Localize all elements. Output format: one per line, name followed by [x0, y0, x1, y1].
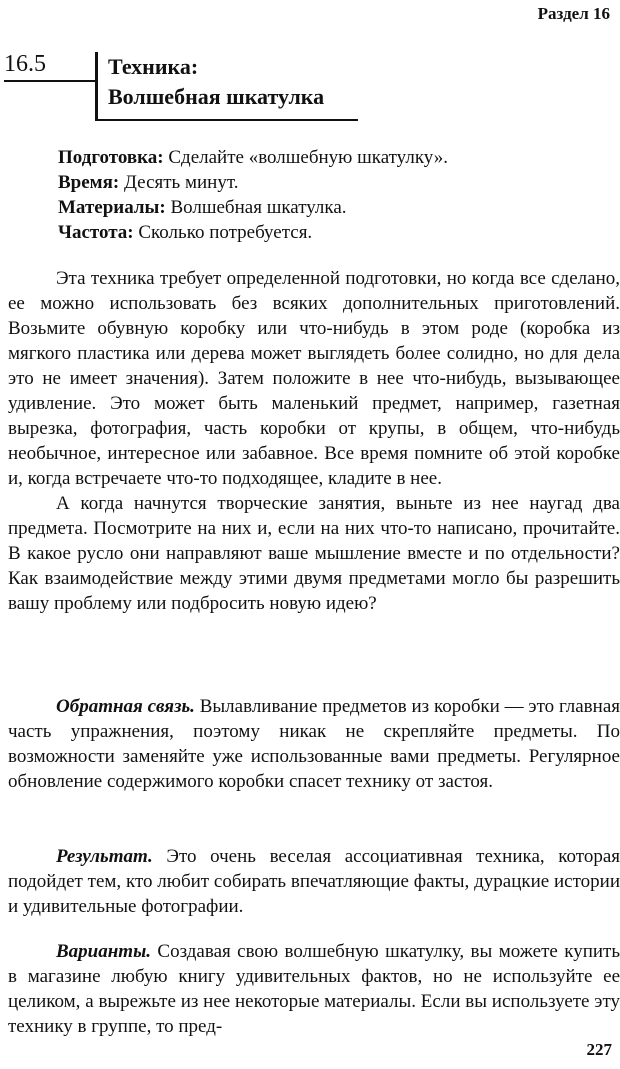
meta-frequency: [58, 220, 598, 245]
meta-materials: [58, 195, 598, 220]
meta-materials-value: Волшебная шкатулка.: [165, 197, 347, 218]
paragraph-result: [8, 844, 620, 919]
feedback-label: Обратная связь.: [56, 696, 195, 717]
section-title: [108, 52, 324, 112]
variants-text: Создавая свою волшебную шкатулку, вы можете купить в магазине любую книгу удивительных фактов, но не используйте ее целиком, а вырежьте из нее некоторые материалы. Если вы используете эту технику в группе, то пред-: [8, 941, 620, 1037]
body-variants: [8, 939, 620, 1039]
page-number: 227: [586, 1040, 612, 1059]
section-divider-rule: [95, 52, 98, 120]
meta-preparation-label: Подготовка:: [58, 147, 164, 168]
paragraph-variants: [8, 939, 620, 1039]
meta-preparation: [58, 145, 598, 170]
meta-frequency-value: Сколько потребуется.: [133, 222, 313, 243]
result-text: Это очень веселая ассоциативная техника, которая подойдет тем, кто любит собирать впечатляющие факты, дурацкие истории и удивительные фотографии.: [8, 846, 620, 917]
section-number-rule: [4, 80, 96, 82]
section-number: 16.5: [4, 51, 46, 77]
body-result: [8, 844, 620, 919]
running-head: Раздел 16: [537, 4, 610, 23]
meta-materials-label: Материалы:: [58, 197, 166, 218]
result-label: Результат.: [56, 846, 153, 867]
paragraph-1: Эта техника требует определенной подготовки, но когда все сделано, ее можно использовать без всяких дополнительных приготовлений. Возьмите обувную коробку или что-нибудь в этом роде (коробка из мягкого пластика или дерева может выглядеть более солидно, но для дела это не имеет значения). Затем положите в нее что-нибудь, вызывающее удивление. Это может быть маленький предмет, например, газетная вырезка, фотография, часть коробки от крупы, в общем, что-нибудь необычное, интересное или забавное. Все время помните об этой коробке и, когда встречаете что-то подходящее, кладите в нее.: [8, 268, 620, 489]
meta-preparation-value: Сделайте «волшебную шкатулку».: [163, 147, 449, 168]
meta-time: [58, 170, 598, 195]
paragraph-feedback: [8, 694, 620, 794]
feedback-text: Вылавливание предметов из коробки — это главная часть упражнения, поэтому никак не скрепляйте предметы. По возможности заменяйте уже использованные вами предметы. Регулярное обновление содержимого коробки спасет технику от застоя.: [8, 696, 620, 792]
section-title-line-2: Волшебная шкатулка: [108, 84, 325, 109]
meta-frequency-label: Частота:: [58, 222, 134, 243]
body-feedback: [8, 694, 620, 794]
section-title-line-1: Техника:: [108, 54, 199, 79]
variants-label: Варианты.: [56, 941, 151, 962]
paragraph-2: А когда начнутся творческие занятия, выньте из нее наугад два предмета. Посмотрите на них и, если на них что-то написано, прочитайте. В какое русло они направляют ваше мышление вместе и по отдельности? Как взаимодействие между этими двумя предметами могло бы разрешить вашу проблему или подбросить новую идею?: [8, 493, 620, 614]
body-intro: [8, 266, 620, 616]
meta-time-value: Десять минут.: [119, 172, 239, 193]
meta-time-label: Время:: [58, 172, 120, 193]
technique-meta: [58, 145, 598, 245]
section-title-rule: [95, 119, 358, 121]
